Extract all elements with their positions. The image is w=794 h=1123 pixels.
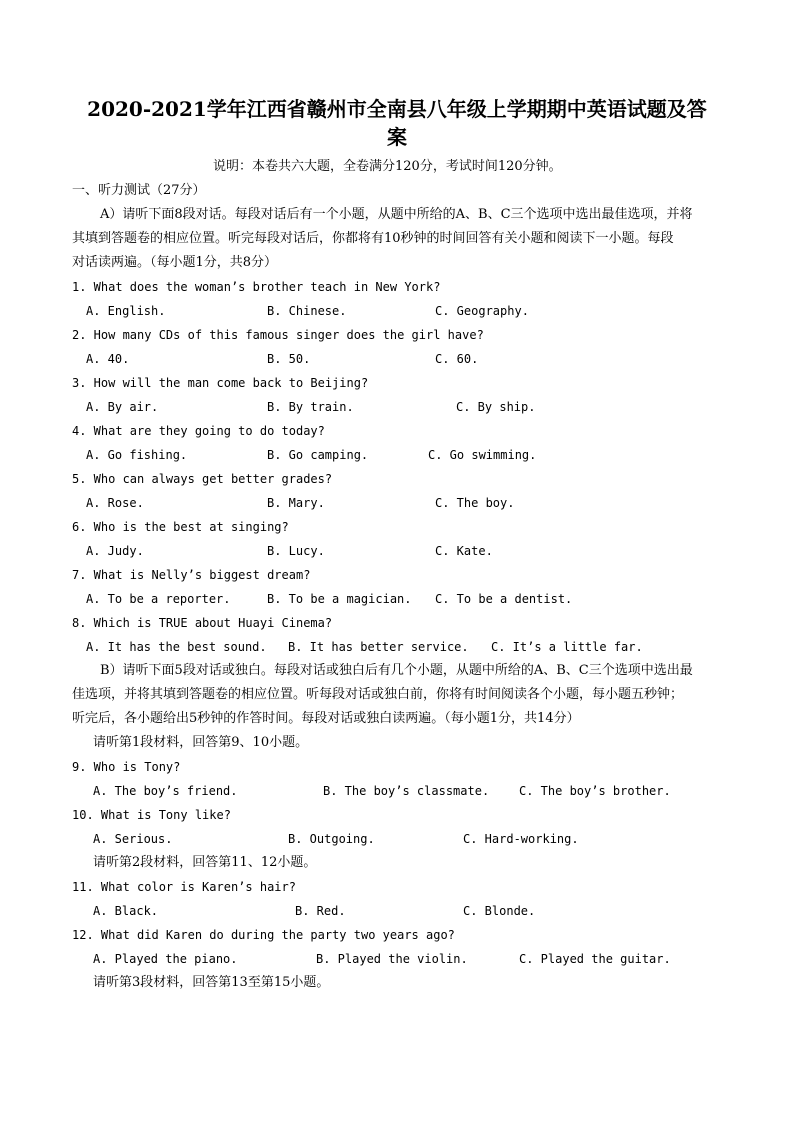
question-10: 10. What is Tony like? <box>72 808 231 822</box>
question-6: 6. Who is the best at singing? <box>72 520 289 534</box>
option-9a: A. The boy’s friend. <box>93 784 238 798</box>
option-6a: A. Judy. <box>86 544 144 558</box>
option-10b: B. Outgoing. <box>288 832 375 846</box>
question-12: 12. What did Karen do during the party two years ago? <box>72 928 455 942</box>
material-1-prompt: 请听第1段材料，回答第9、10小题。 <box>93 735 309 750</box>
option-10a: A. Serious. <box>93 832 173 846</box>
option-2b: B. 50. <box>267 352 311 366</box>
option-9c: C. The boy’s brother. <box>519 784 671 798</box>
option-3a: A. By air. <box>86 400 159 414</box>
question-4: 4. What are they going to do today? <box>72 424 325 438</box>
part-b-instructions-line-2: 佳选项，并将其填到答题卷的相应位置。听每段对话或独白前，你将有时间阅读各个小题，每小题五秒钟； <box>72 687 684 702</box>
option-3c: C. By ship. <box>456 400 536 414</box>
option-1b: B. Chinese. <box>267 304 347 318</box>
option-6c: C. Kate. <box>435 544 493 558</box>
title-line-2: 案 <box>387 125 407 149</box>
option-10c: C. Hard-working. <box>463 832 579 846</box>
option-1a: A. English. <box>86 304 166 318</box>
question-8: 8. Which is TRUE about Huayi Cinema? <box>72 616 333 630</box>
question-9: 9. Who is Tony? <box>72 760 181 774</box>
option-12c: C. Played the guitar. <box>519 952 671 966</box>
option-8b: B. It has better service. <box>288 640 469 654</box>
question-3: 3. How will the man come back to Beijing? <box>72 376 369 390</box>
question-5: 5. Who can always get better grades? <box>72 472 333 486</box>
option-3b: B. By train. <box>267 400 354 414</box>
option-5b: B. Mary. <box>267 496 325 510</box>
question-7: 7. What is Nelly’s biggest dream? <box>72 568 311 582</box>
option-2c: C. 60. <box>435 352 479 366</box>
part-b-instructions-line-1: B）请听下面5段对话或独白。每段对话或独白后有几个小题，从题中所给的A、B、C三个选项中选出最 <box>100 663 693 678</box>
material-2-prompt: 请听第2段材料，回答第11、12小题。 <box>93 855 317 870</box>
option-2a: A. 40. <box>86 352 130 366</box>
option-6b: B. Lucy. <box>267 544 325 558</box>
option-12b: B. Played the violin. <box>316 952 468 966</box>
option-8a: A. It has the best sound. <box>86 640 267 654</box>
section-heading-listening: 一、听力测试（27分） <box>72 183 206 198</box>
option-11a: A. Black. <box>93 904 159 918</box>
question-11: 11. What color is Karen’s hair? <box>72 880 296 894</box>
question-2: 2. How many CDs of this famous singer does the girl have? <box>72 328 484 342</box>
material-3-prompt: 请听第3段材料，回答第13至第15小题。 <box>93 975 330 990</box>
option-7a: A. To be a reporter. <box>86 592 231 606</box>
option-12a: A. Played the piano. <box>93 952 238 966</box>
option-4b: B. Go camping. <box>267 448 369 462</box>
option-7b: B. To be a magician. <box>267 592 412 606</box>
document-title <box>72 95 722 151</box>
option-9b: B. The boy’s classmate. <box>323 784 490 798</box>
part-a-instructions-line-3: 对话读两遍。（每小题1分，共8分） <box>72 255 278 270</box>
option-7c: C. To be a dentist. <box>435 592 573 606</box>
question-1: 1. What does the woman’s brother teach in New York? <box>72 280 441 294</box>
option-11b: B. Red. <box>295 904 346 918</box>
part-a-instructions-line-1: A）请听下面8段对话。每段对话后有一个小题，从题中所给的A、B、C三个选项中选出最佳选项，并将 <box>100 207 693 222</box>
instructions-note: 说明：本卷共六大题，全卷满分120分，考试时间120分钟。 <box>213 159 562 174</box>
part-a-instructions-line-2: 其填到答题卷的相应位置。听完每段对话后，你都将有10秒钟的时间回答有关小题和阅读下一小题。每段 <box>72 231 674 246</box>
option-8c: C. It’s a little far. <box>491 640 643 654</box>
option-1c: C. Geography. <box>435 304 529 318</box>
part-b-instructions-line-3: 听完后，各小题给出5秒钟的作答时间。每段对话或独白读两遍。（每小题1分，共14分） <box>72 711 580 726</box>
option-4a: A. Go fishing. <box>86 448 188 462</box>
option-5a: A. Rose. <box>86 496 144 510</box>
title-line-1: 2020-2021学年江西省赣州市全南县八年级上学期期中英语试题及答 <box>87 97 707 121</box>
option-5c: C. The boy. <box>435 496 515 510</box>
option-11c: C. Blonde. <box>463 904 536 918</box>
option-4c: C. Go swimming. <box>428 448 537 462</box>
